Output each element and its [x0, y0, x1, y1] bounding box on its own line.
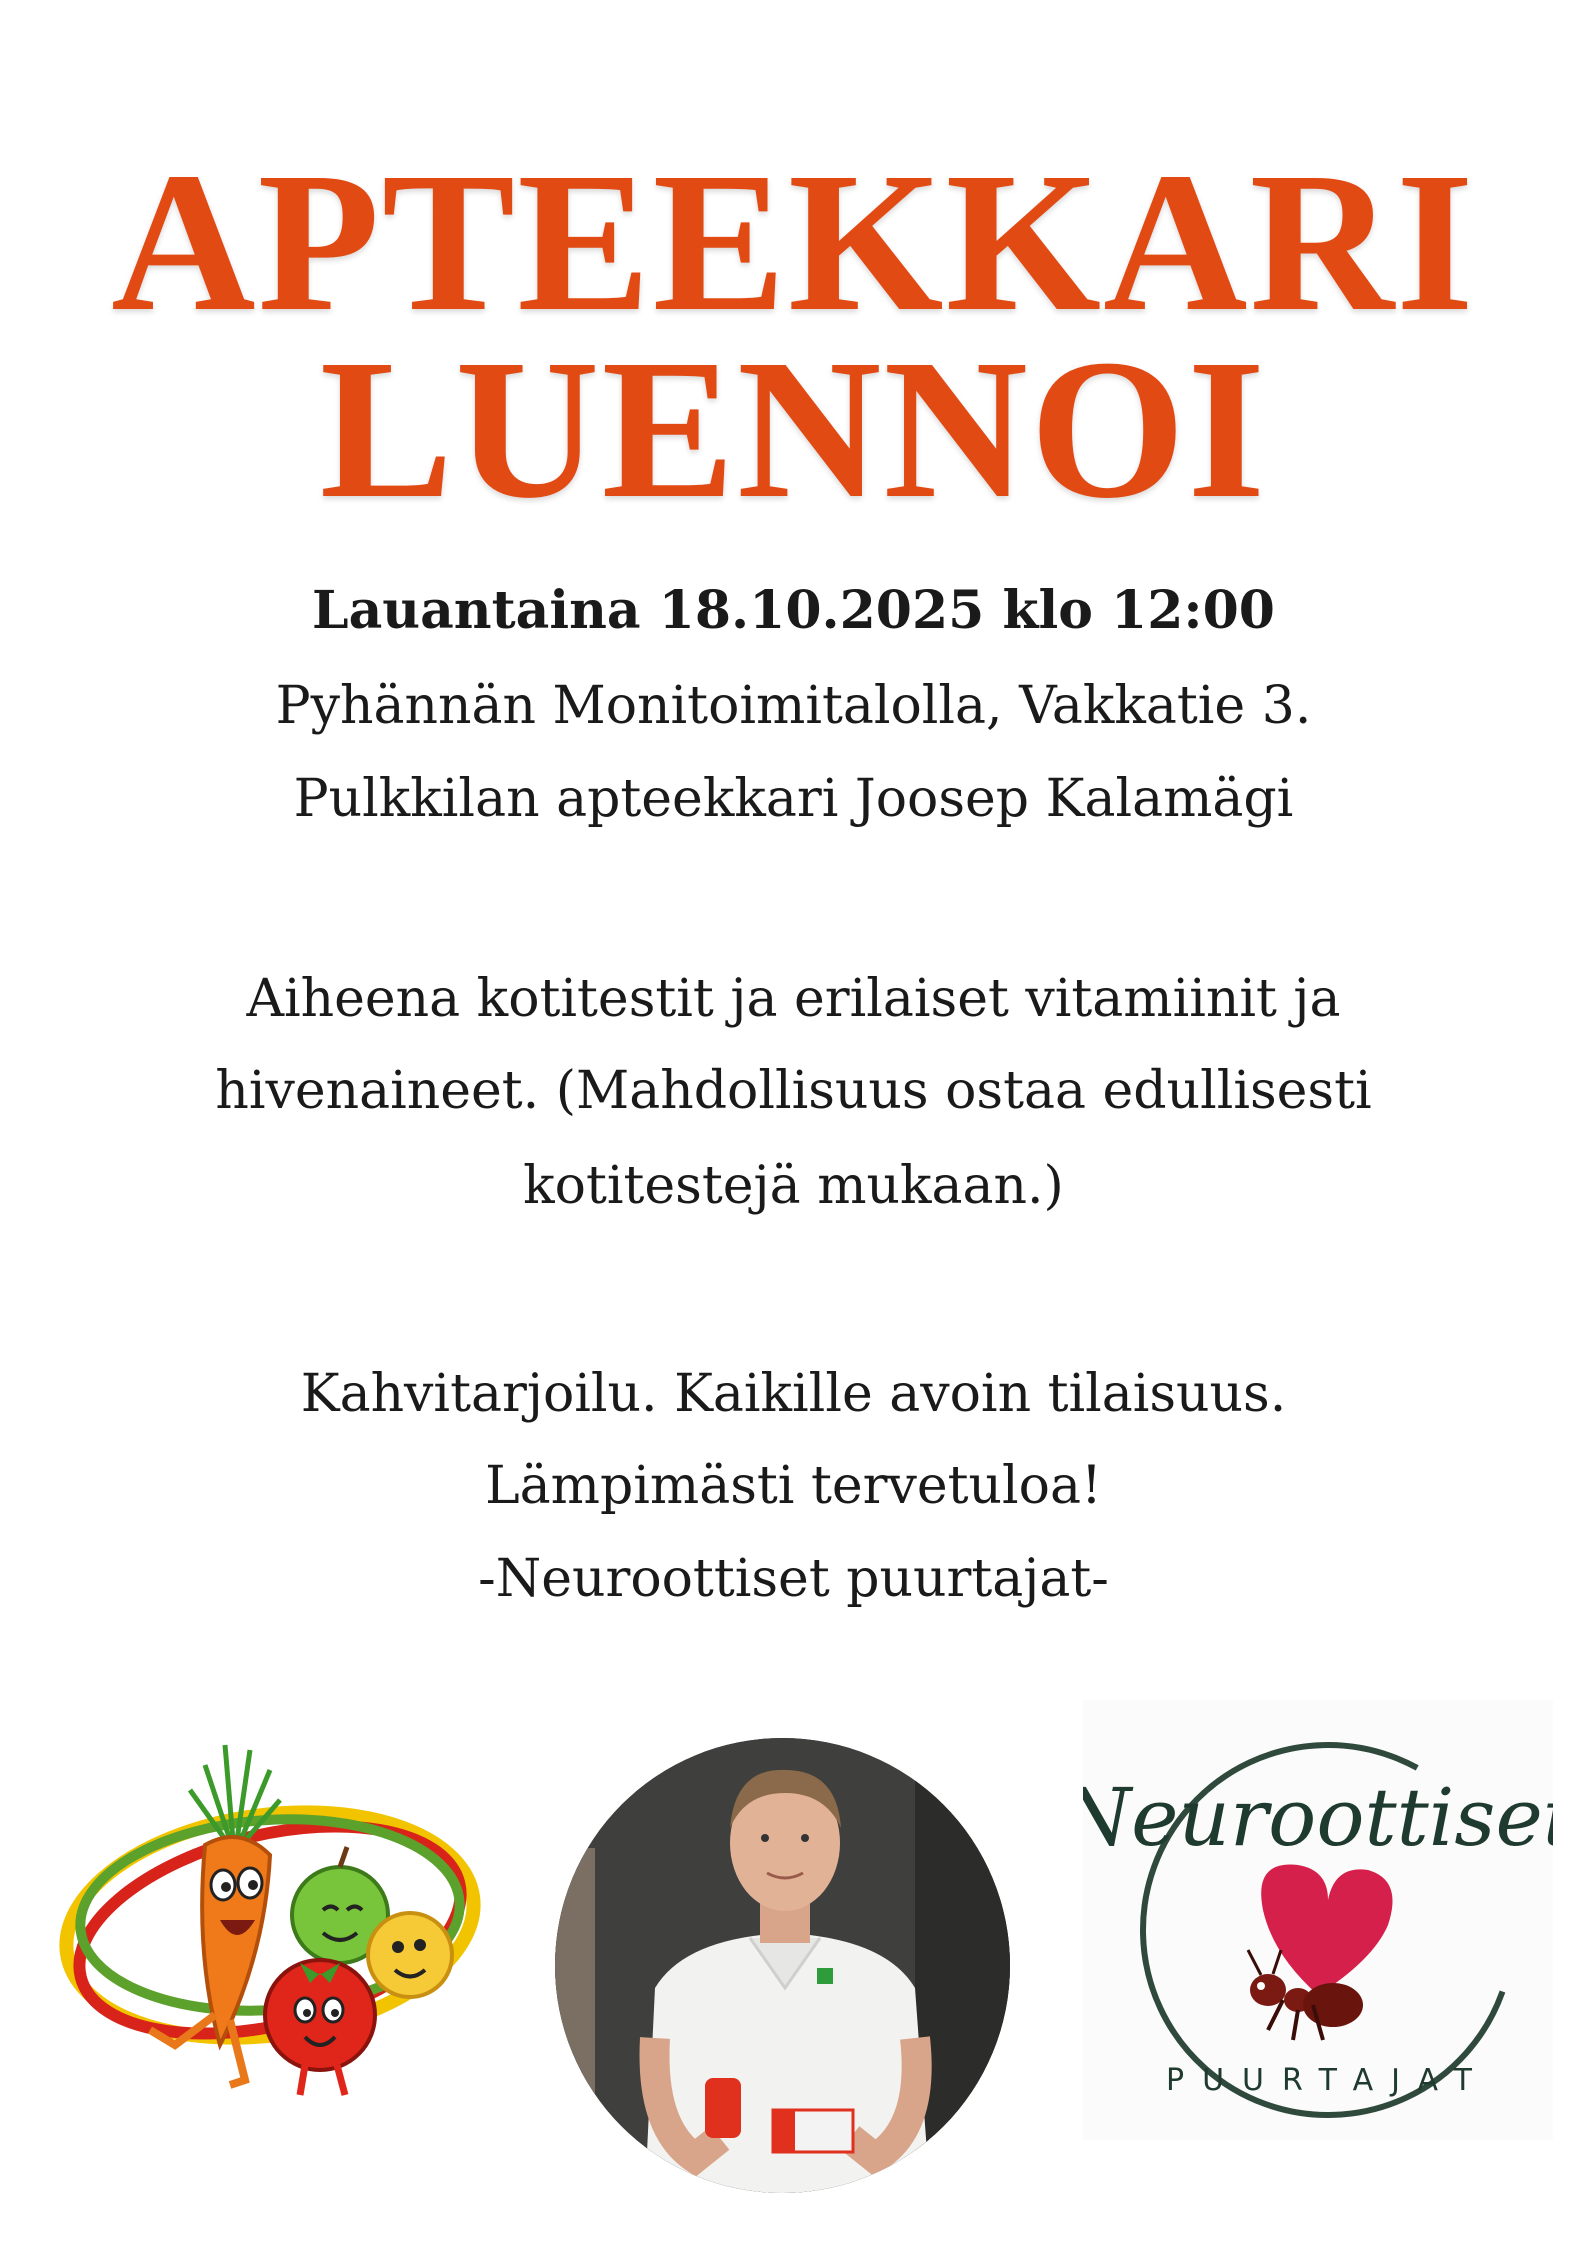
- signature: -Neuroottiset puurtajat-: [478, 1549, 1109, 1609]
- vegetable-mascot-logo: [55, 1715, 495, 2105]
- topic-line-1: Aiheena kotitestit ja erilaiset vitamiinit ja: [246, 969, 1341, 1029]
- event-speaker: Pulkkilan apteekkari Joosep Kalamägi: [293, 769, 1294, 829]
- neuroottiset-puurtajat-logo: [1083, 1700, 1553, 2140]
- closing-line-1: Kahvitarjoilu. Kaikille avoin tilaisuus.: [300, 1364, 1287, 1424]
- event-date-time: Lauantaina 18.10.2025 klo 12:00: [312, 580, 1275, 641]
- topic-line-2: hivenaineet. (Mahdollisuus ostaa edullisesti: [215, 1061, 1372, 1121]
- topic-line-3: kotitestejä mukaan.): [523, 1156, 1064, 1216]
- closing-line-2: Lämpimästi tervetuloa!: [485, 1456, 1102, 1516]
- title-line-2: LUENNOI: [319, 319, 1268, 540]
- logo-wordmark: Neuroottiset: [1083, 1771, 1553, 1864]
- speaker-photo: [555, 1738, 1010, 2193]
- logo-subtext: PUURTAJAT: [1165, 2063, 1491, 2098]
- event-location: Pyhännän Monitoimitalolla, Vakkatie 3.: [275, 676, 1312, 736]
- title-line-1: APTEEKKARI: [111, 132, 1476, 353]
